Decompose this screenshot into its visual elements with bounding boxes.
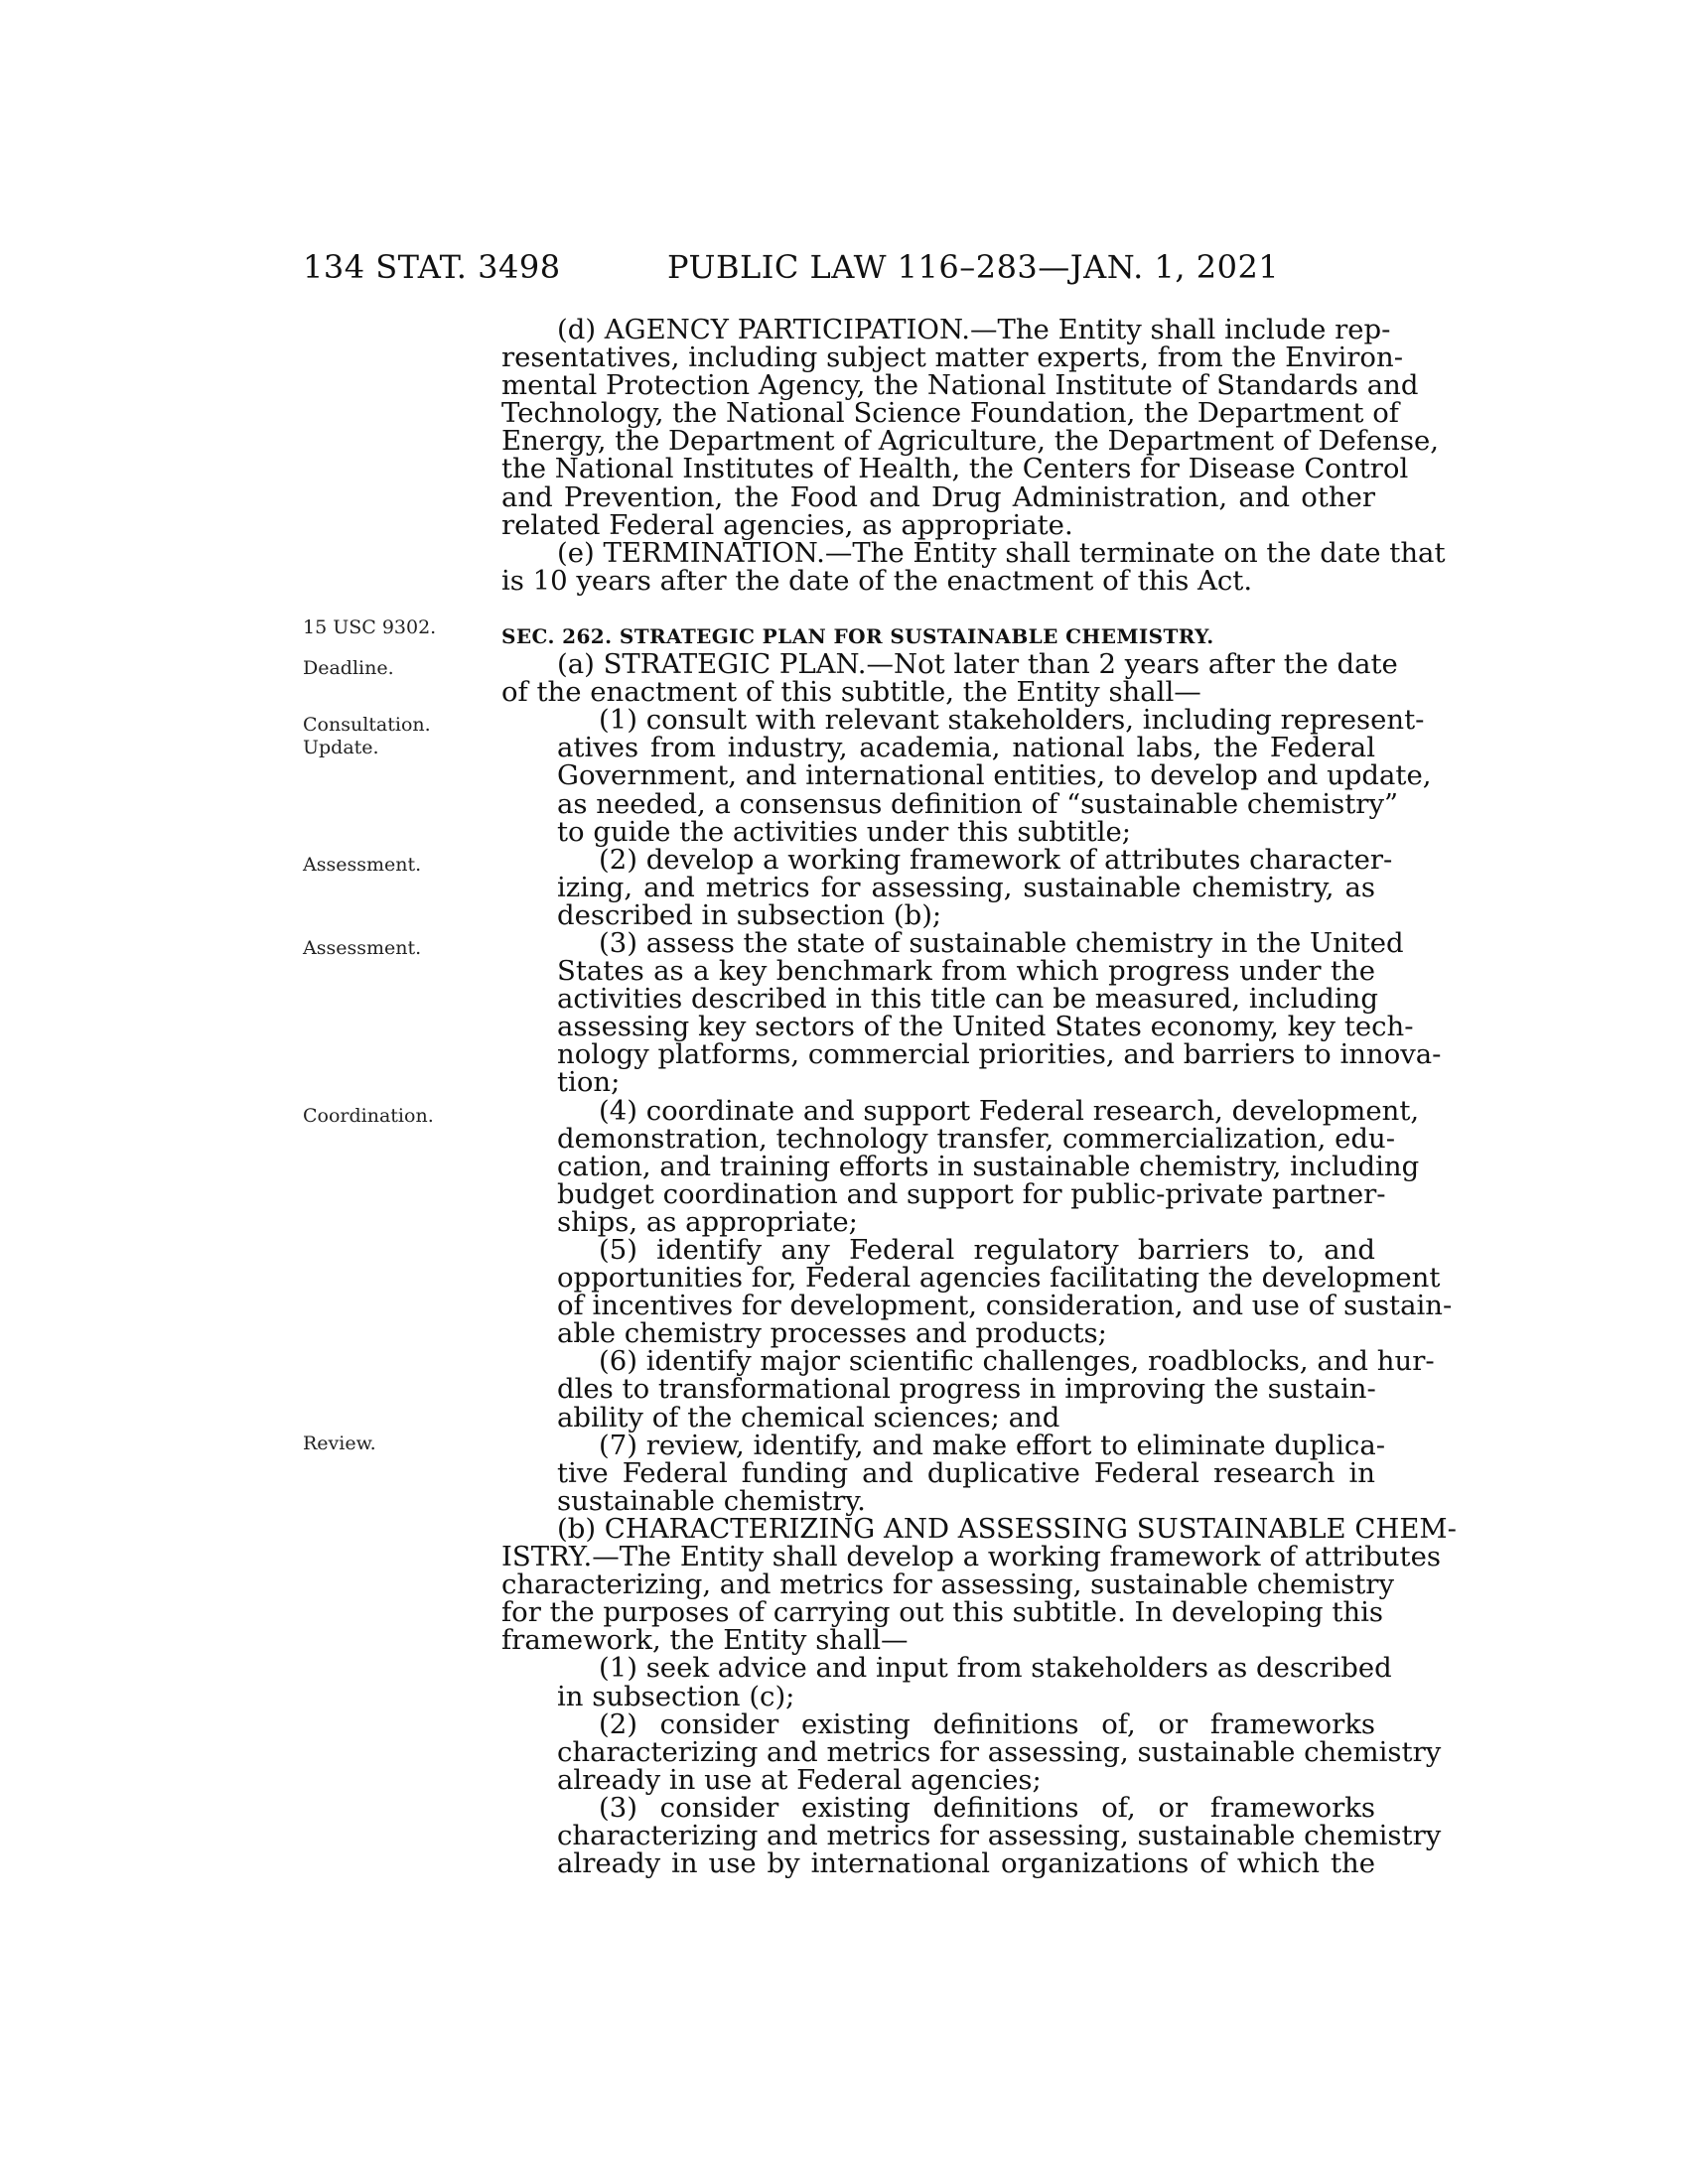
margin-note-update: Update. xyxy=(303,737,379,758)
para-a6-line: dles to transformational progress in improving the sustain- xyxy=(557,1373,1376,1406)
para-a1-line: Government, and international entities, to develop and update, xyxy=(557,759,1432,792)
margin-note-assessment-2: Assessment. xyxy=(303,937,422,959)
para-a2-line: (2) develop a working framework of attributes character- xyxy=(599,843,1393,876)
para-a4-line: ships, as appropriate; xyxy=(557,1205,858,1238)
para-b2-line: (2) consider existing definitions of, or frameworks xyxy=(599,1707,1375,1740)
para-a4-line: cation, and training efforts in sustainable chemistry, including xyxy=(557,1150,1420,1182)
para-a3-line: (3) assess the state of sustainable chemistry in the United xyxy=(599,926,1404,959)
subsec-a-line: (a) STRATEGIC PLAN.—Not later than 2 years after the date xyxy=(557,648,1398,681)
stat-page-number: 134 STAT. 3498 xyxy=(303,248,561,286)
subsec-d-line: mental Protection Agency, the National Institute of Standards and xyxy=(501,369,1419,402)
para-a3-line: States as a key benchmark from which progress under the xyxy=(557,955,1375,988)
para-b3-line: (3) consider existing definitions of, or frameworks xyxy=(599,1791,1375,1824)
para-a4-line: budget coordination and support for public-private partner- xyxy=(557,1177,1386,1210)
subsec-d-line: the National Institutes of Health, the Centers for Disease Control xyxy=(501,453,1409,485)
para-b1-line: (1) seek advice and input from stakeholders as described xyxy=(599,1652,1392,1685)
statute-text xyxy=(501,314,1457,1880)
subsec-d-line: Technology, the National Science Foundation, the Department of xyxy=(501,397,1399,430)
para-a3-line: activities described in this title can be measured, including xyxy=(557,983,1378,1016)
subsec-b-line: framework, the Entity shall— xyxy=(501,1624,909,1657)
margin-note-review: Review. xyxy=(303,1433,376,1454)
para-a5-line: able chemistry processes and products; xyxy=(557,1317,1107,1350)
para-a1-line: (1) consult with relevant stakeholders, including represent- xyxy=(599,704,1425,737)
para-b2-line: characterizing and metrics for assessing, sustainable chemistry xyxy=(557,1735,1442,1768)
para-a4-line: demonstration, technology transfer, commercialization, edu- xyxy=(557,1122,1396,1155)
para-b2-line: already in use at Federal agencies; xyxy=(557,1763,1042,1796)
section-gap xyxy=(501,595,1375,622)
subsec-b-line: characterizing, and metrics for assessing, sustainable chemistry xyxy=(501,1569,1394,1601)
para-a6-line: ability of the chemical sciences; and xyxy=(557,1401,1060,1433)
para-a7-line: tive Federal funding and duplicative Federal research in xyxy=(557,1456,1375,1489)
subsec-d-line: related Federal agencies, as appropriate. xyxy=(501,508,1073,541)
subsec-e-line: is 10 years after the date of the enactment of this Act. xyxy=(501,564,1253,597)
subsec-e-line: (e) TERMINATION.—The Entity shall terminate on the date that xyxy=(557,536,1446,569)
para-a4-line: (4) coordinate and support Federal research, development, xyxy=(599,1094,1420,1127)
para-a3-line: tion; xyxy=(557,1066,621,1099)
para-a3-line: assessing key sectors of the United States economy, key tech- xyxy=(557,1011,1414,1043)
subsec-b-line: for the purposes of carrying out this subtitle. In developing this xyxy=(501,1596,1384,1629)
margin-note-assessment-1: Assessment. xyxy=(303,854,422,876)
margin-note-consultation: Consultation. xyxy=(303,714,431,736)
margin-note-deadline: Deadline. xyxy=(303,657,394,679)
para-a2-line: izing, and metrics for assessing, sustainable chemistry, as xyxy=(557,871,1375,903)
para-a5-line: opportunities for, Federal agencies facilitating the development xyxy=(557,1262,1441,1295)
para-a6-line: (6) identify major scientific challenges, roadblocks, and hur- xyxy=(599,1345,1435,1378)
subsec-b-line: ISTRY.—The Entity shall develop a working framework of attributes xyxy=(501,1541,1441,1573)
margin-note-usc-citation: 15 USC 9302. xyxy=(303,616,437,638)
subsec-d-line: and Prevention, the Food and Drug Administration, and other xyxy=(501,480,1375,513)
para-a5-line: of incentives for development, consideration, and use of sustain- xyxy=(557,1290,1453,1322)
para-a1-line: to guide the activities under this subtitle; xyxy=(557,815,1132,848)
para-a3-line: nology platforms, commercial priorities, and barriers to innova- xyxy=(557,1038,1442,1071)
para-b3-line: already in use by international organizations of which the xyxy=(557,1847,1375,1880)
subsec-d-line: Energy, the Department of Agriculture, the Department of Defense, xyxy=(501,425,1440,458)
subsec-d-line: resentatives, including subject matter experts, from the Environ- xyxy=(501,341,1403,374)
margin-note-coordination: Coordination. xyxy=(303,1105,434,1127)
para-b1-line: in subsection (c); xyxy=(557,1680,795,1712)
section-heading: SEC. 262. STRATEGIC PLAN FOR SUSTAINABLE CHEMISTRY. xyxy=(501,623,1214,648)
subsec-a-line: of the enactment of this subtitle, the Entity shall— xyxy=(501,676,1201,709)
subsec-b-line: (b) CHARACTERIZING AND ASSESSING SUSTAINABLE CHEM- xyxy=(557,1512,1457,1545)
para-a1-line: atives from industry, academia, national labs, the Federal xyxy=(557,732,1375,764)
para-b3-line: characterizing and metrics for assessing, sustainable chemistry xyxy=(557,1819,1442,1851)
para-a1-line: as needed, a consensus definition of “sustainable chemistry” xyxy=(557,787,1399,820)
para-a7-line: sustainable chemistry. xyxy=(557,1484,866,1517)
running-title: PUBLIC LAW 116–283—JAN. 1, 2021 xyxy=(667,248,1280,286)
para-a5-line: (5) identify any Federal regulatory barriers to, and xyxy=(599,1234,1375,1266)
subsec-d-line: (d) AGENCY PARTICIPATION.—The Entity shall include rep- xyxy=(557,314,1391,345)
para-a2-line: described in subsection (b); xyxy=(557,898,942,931)
para-a7-line: (7) review, identify, and make effort to eliminate duplica- xyxy=(599,1429,1386,1461)
